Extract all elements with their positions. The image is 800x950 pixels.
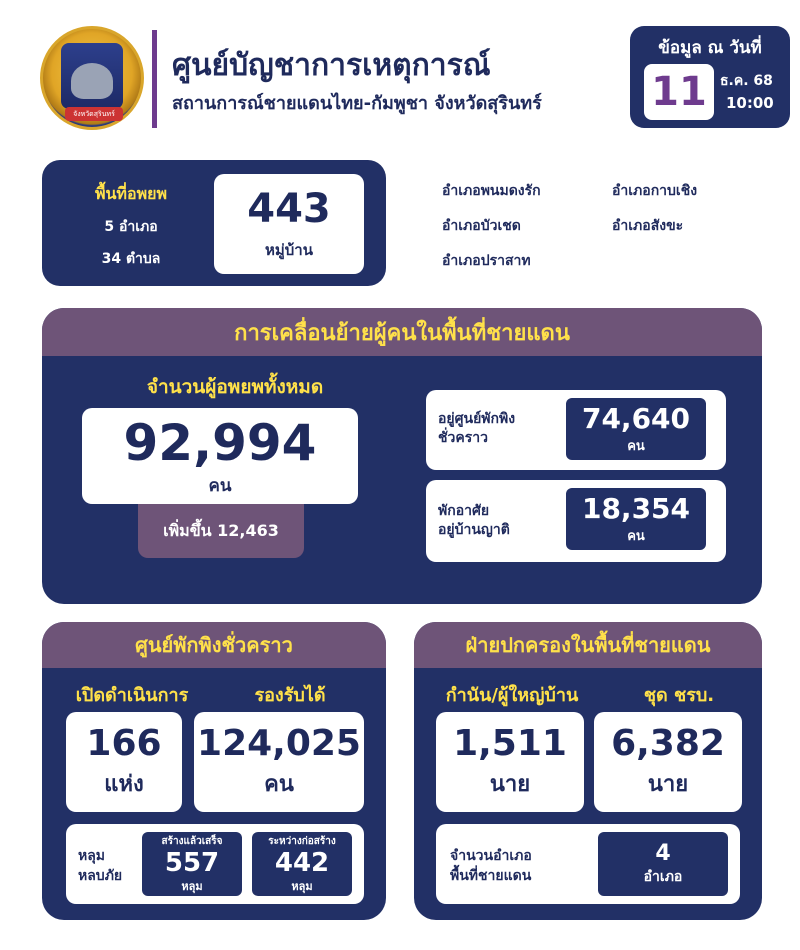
bunker-done-caption: สร้างแล้วเสร็จ — [161, 835, 223, 847]
movement-header — [42, 308, 762, 356]
bunker-label-line1: หลุม — [78, 848, 106, 864]
district-item: อำเภอบัวเชด — [442, 218, 521, 234]
village-leaders-box — [436, 712, 584, 812]
bunker-building-value: 442 — [274, 847, 330, 878]
district-item: อำเภอสังขะ — [612, 218, 684, 234]
capacity-unit: คน — [264, 772, 294, 797]
province-seal-logo — [40, 26, 144, 130]
open-centers-unit: แห่ง — [104, 772, 144, 797]
page-subtitle: สถานการณ์ชายแดนไทย-กัมพูชา จังหวัดสุรินทร์ — [172, 93, 542, 114]
movement-heading: การเคลื่อนย้ายผู้คนในพื้นที่ชายแดน — [234, 320, 570, 346]
open-centers-label: เปิดดำเนินการ — [75, 685, 189, 706]
bunker-label-line2: หลบภัย — [78, 868, 123, 884]
volunteer-units-value: 6,382 — [611, 723, 725, 764]
district-item: อำเภอปราสาท — [442, 253, 531, 269]
bunker-done-value: 557 — [164, 847, 220, 878]
date-month-year: ธ.ค. 68 — [720, 73, 773, 89]
evacuation-area-card — [42, 160, 386, 286]
shelter-stat-box — [426, 390, 726, 470]
village-leaders-label: กำนัน/ผู้ใหญ่บ้าน — [445, 685, 579, 706]
border-districts-value-box — [598, 832, 728, 896]
border-administration-card — [414, 622, 762, 920]
date-panel — [630, 26, 790, 128]
open-centers-box — [66, 712, 182, 812]
elephant-icon — [71, 63, 113, 99]
border-districts-unit: อำเภอ — [643, 868, 683, 885]
date-label: ข้อมูล ณ วันที่ — [658, 38, 762, 58]
border-administration-header — [414, 622, 762, 668]
bunker-done-box — [142, 832, 242, 896]
capacity-label: รองรับได้ — [254, 685, 326, 706]
date-day: 11 — [644, 64, 714, 120]
relatives-unit: คน — [627, 529, 645, 544]
bunker-label — [78, 846, 122, 886]
shelter-label-line1: อยู่ศูนย์พักพิง — [438, 411, 516, 427]
tambon-count: 34 ตำบล — [101, 251, 161, 267]
border-districts-label — [450, 846, 532, 886]
border-districts-label-line2: พื้นที่ชายแดน — [450, 868, 532, 884]
evacuation-area-label: พื้นที่อพยพ — [94, 184, 168, 203]
volunteer-units-unit: นาย — [647, 772, 689, 797]
bunker-done-unit: หลุม — [181, 879, 203, 893]
temporary-shelter-header — [42, 622, 386, 668]
header-divider — [152, 30, 157, 128]
relatives-label-line1: พักอาศัย — [438, 503, 490, 519]
villages-value: 443 — [247, 186, 331, 232]
temporary-shelter-heading: ศูนย์พักพิงชั่วคราว — [135, 633, 293, 657]
relatives-label — [438, 502, 510, 540]
bunker-building-unit: หลุม — [291, 879, 313, 893]
seal-ribbon — [65, 107, 123, 121]
village-leaders-value: 1,511 — [453, 723, 567, 764]
border-districts-label-line1: จำนวนอำเภอ — [450, 848, 532, 864]
total-evacuees-value: 92,994 — [123, 413, 317, 472]
bunker-box — [66, 824, 364, 904]
relatives-value: 18,354 — [581, 492, 691, 525]
village-leaders-unit: นาย — [489, 772, 531, 797]
villages-box — [214, 174, 364, 274]
capacity-value: 124,025 — [197, 723, 361, 764]
district-item: อำเภอกาบเชิง — [612, 183, 698, 199]
total-evacuees-label: จำนวนผู้อพยพทั้งหมด — [146, 376, 324, 398]
open-centers-value: 166 — [86, 723, 162, 764]
bunker-building-caption: ระหว่างก่อสร้าง — [268, 835, 336, 847]
increase-badge — [138, 504, 304, 558]
shelter-label-line2: ชั่วคราว — [438, 430, 488, 446]
increase-text: เพิ่มขึ้น 12,463 — [163, 520, 279, 540]
relatives-label-line2: อยู่บ้านญาติ — [438, 522, 510, 538]
temporary-shelter-card — [42, 622, 386, 920]
shelter-unit: คน — [627, 439, 645, 454]
border-administration-heading: ฝ่ายปกครองในพื้นที่ชายแดน — [465, 633, 711, 657]
shelter-value-box — [566, 398, 706, 460]
villages-unit: หมู่บ้าน — [265, 241, 313, 259]
bunker-building-box — [252, 832, 352, 896]
relatives-stat-box — [426, 480, 726, 562]
volunteer-units-label: ชุด ชรบ. — [643, 685, 715, 706]
border-districts-box — [436, 824, 740, 904]
total-evacuees-box — [82, 408, 358, 504]
total-evacuees-unit: คน — [208, 475, 232, 496]
border-districts-value: 4 — [655, 840, 671, 866]
date-time: 10:00 — [726, 94, 774, 112]
shelter-label — [438, 410, 515, 448]
district-item: อำเภอพนมดงรัก — [442, 183, 541, 199]
amphoe-count: 5 อำเภอ — [104, 219, 158, 235]
page-title: ศูนย์บัญชาการเหตุการณ์ — [172, 48, 491, 83]
volunteer-units-box — [594, 712, 742, 812]
seal-ribbon-text: จังหวัดสุรินทร์ — [73, 110, 115, 118]
shelter-value: 74,640 — [581, 402, 691, 435]
capacity-box — [194, 712, 364, 812]
movement-card — [42, 308, 762, 604]
relatives-value-box — [566, 488, 706, 550]
